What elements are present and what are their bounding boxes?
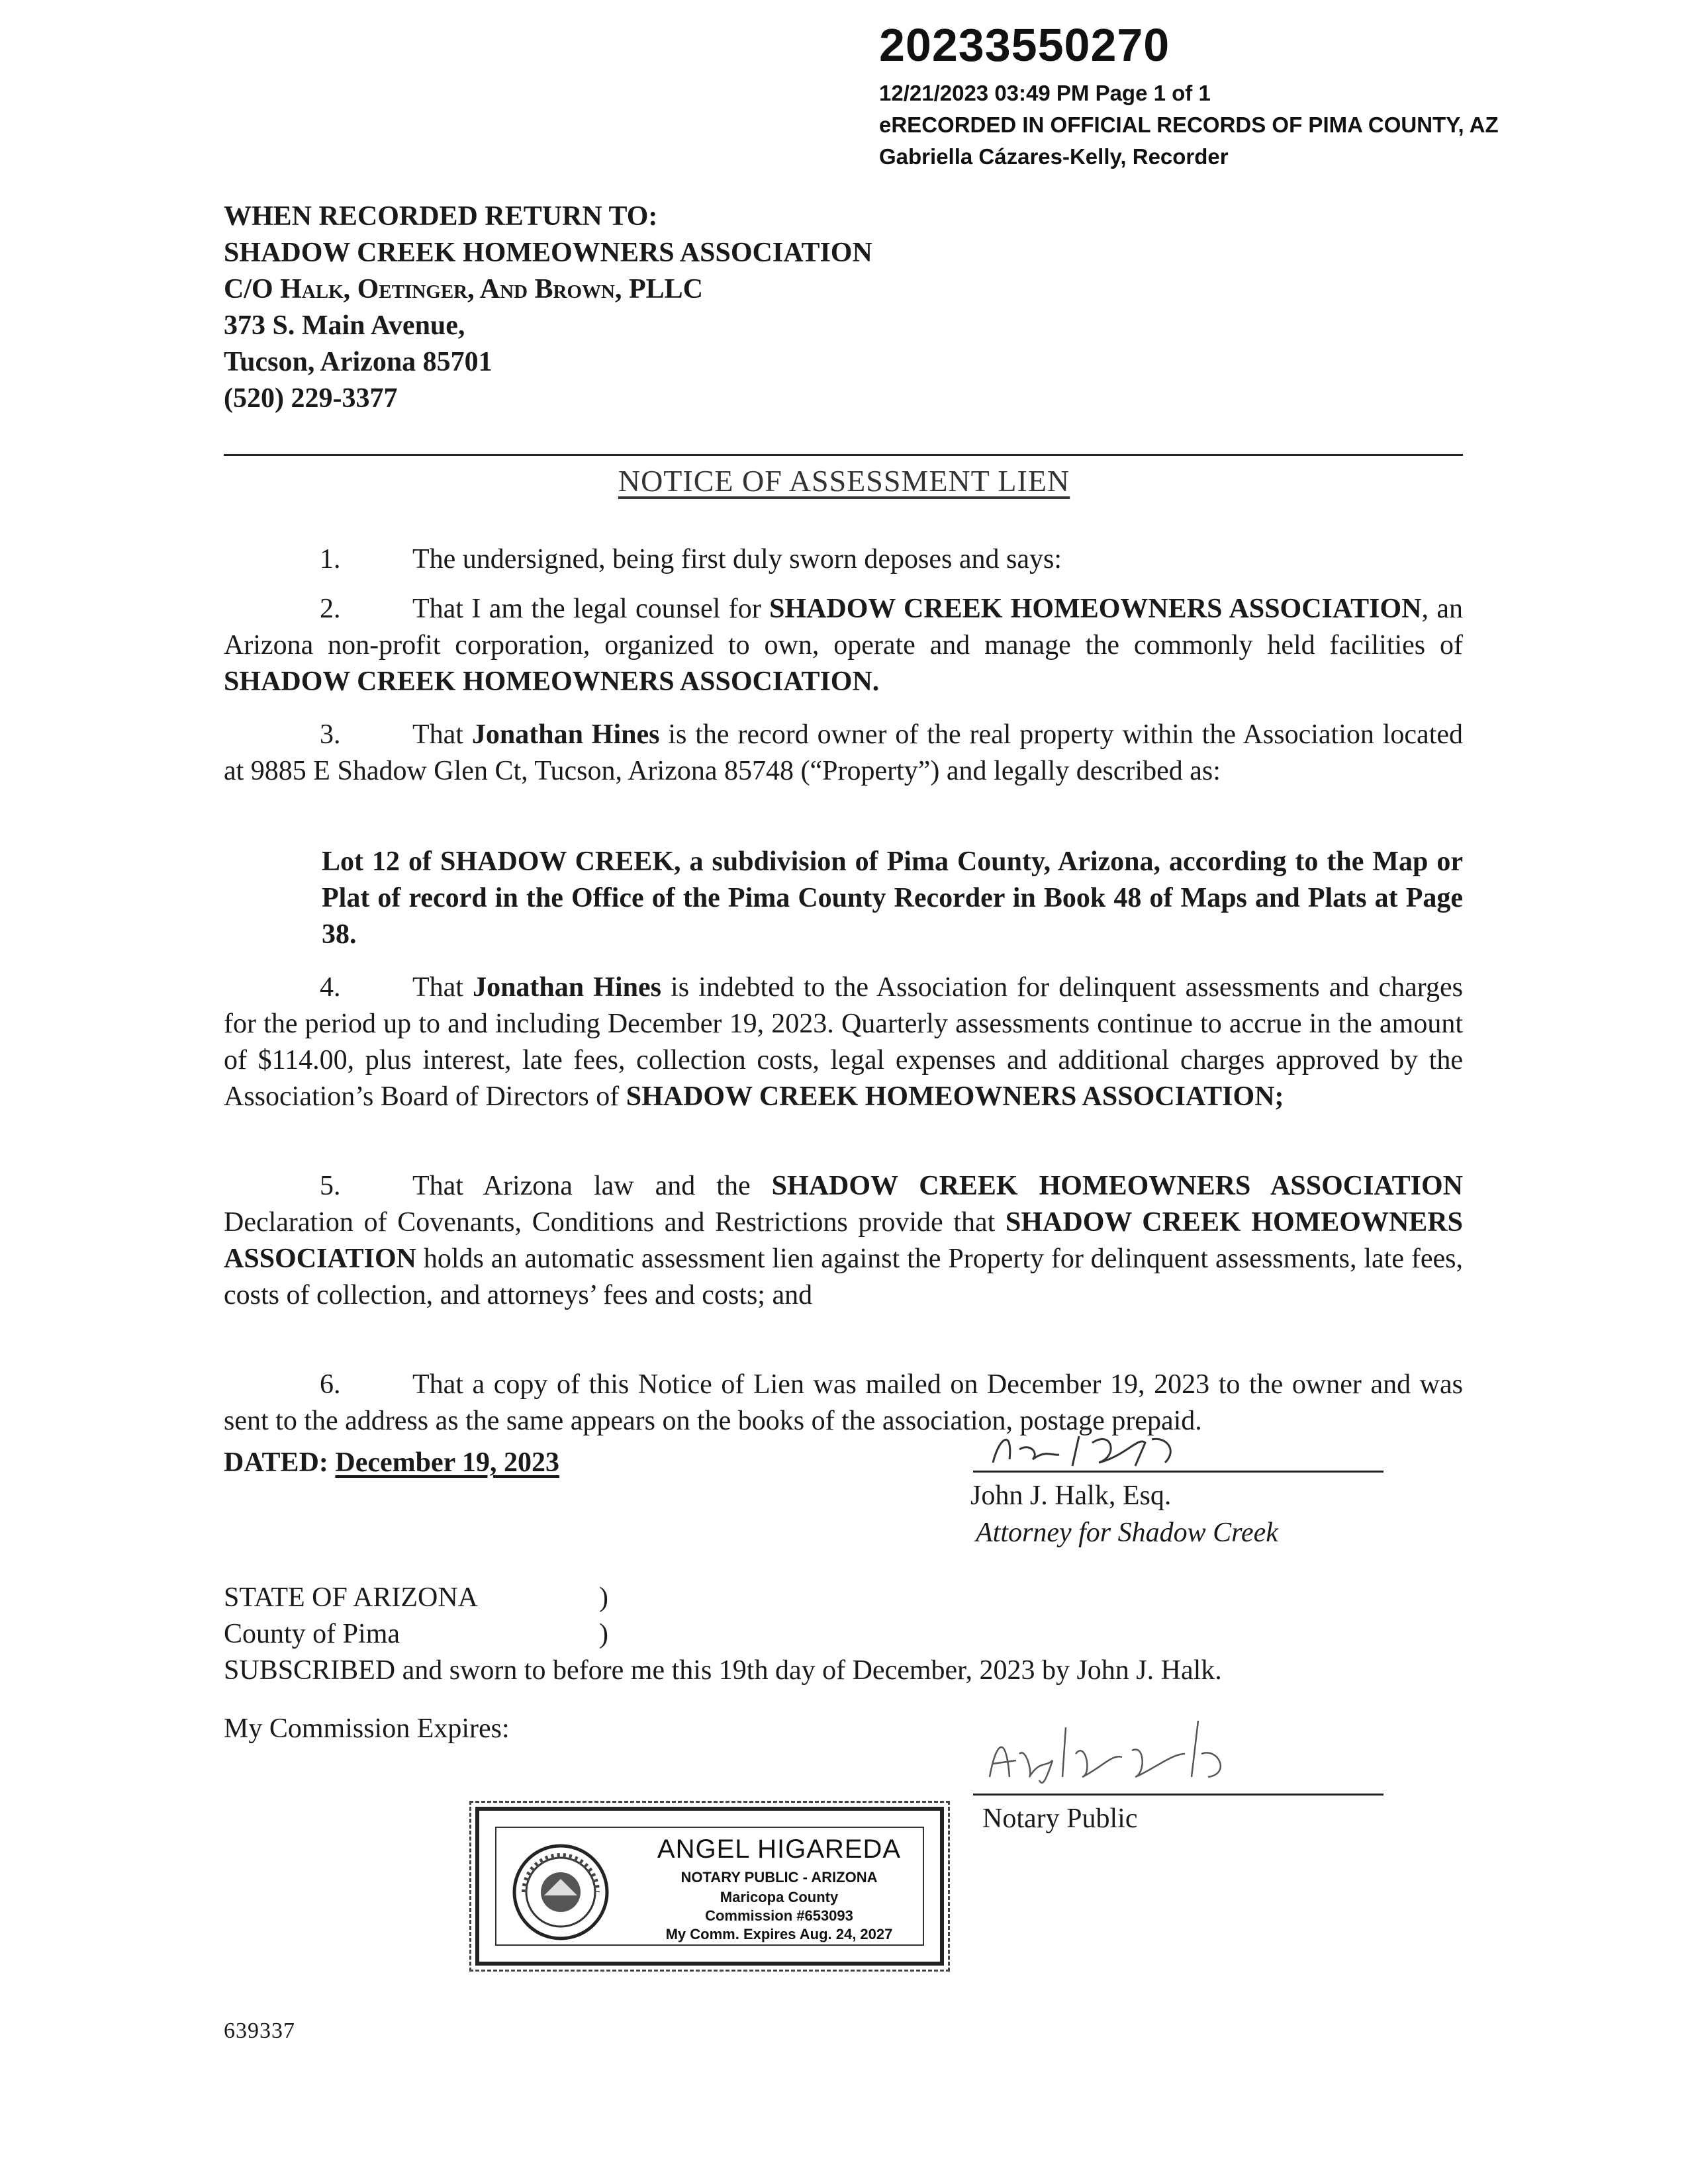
notary-bracket: ) [599, 1619, 608, 1649]
paragraph-4: 4. That Jonathan Hines is indebted to the Association for delinquent assessments and charges for the period up to and including December 19, 2023. Quarterly assessments continue to accrue in the amount of $114.00, plus interest, late fees, collection costs, legal expenses and additional charges approved by the Association’s Board of Directors of SHADOW CREEK HOMEOWNERS ASSOCIATION; [224, 972, 1464, 1112]
notary-public-label: Notary Public [982, 1803, 1138, 1834]
dated-line: DATED: December 19, 2023 [224, 1447, 560, 1478]
recording-office: eRECORDED IN OFFICIAL RECORDS OF PIMA COUNTY, AZ [879, 113, 1499, 137]
recorder-name: Gabriella Cázares-Kelly, Recorder [879, 144, 1229, 169]
notary-subscribed: SUBSCRIBED and sworn to before me this 19th day of December, 2023 by John J. Halk. [224, 1655, 1222, 1686]
notary-signature-line [973, 1794, 1383, 1796]
return-to-phone: (520) 229-3377 [224, 383, 398, 414]
attorney-name: John J. Halk, Esq. [970, 1480, 1172, 1511]
return-to-association: SHADOW CREEK HOMEOWNERS ASSOCIATION [224, 238, 872, 268]
header-rule [224, 454, 1463, 456]
commission-expires: My Commission Expires: [224, 1713, 510, 1744]
return-to-block [224, 199, 872, 417]
stamp-line-1: NOTARY PUBLIC - ARIZONA [680, 1869, 878, 1886]
return-to-street: 373 S. Main Avenue, [224, 310, 465, 341]
paragraph-2: 2. That I am the legal counsel for SHADOW CREEK HOMEOWNERS ASSOCIATION, an Arizona non-profit corporation, organized to own, operate and manage the commonly held facilities of SHADOW CREEK HOMEOWNERS ASSOCIATION. [224, 594, 1463, 697]
notary-signature [980, 1714, 1297, 1794]
legal-description: Lot 12 of SHADOW CREEK, a subdivision of Pima County, Arizona, according to the Map or Plat of record in the Office of the Pima County Recorder in Book 48 of Maps and Plats at Page 38. [322, 846, 1463, 950]
recording-datetime: 12/21/2023 03:49 PM Page 1 of 1 [879, 81, 1211, 105]
return-to-care-of: C/O Halk, Oetinger, And Brown, PLLC [224, 274, 703, 304]
notary-stamp [475, 1807, 944, 1966]
paragraph-1: 1. The undersigned, being first duly sworn deposes and says: [320, 544, 1062, 574]
attorney-signature [980, 1423, 1218, 1476]
return-to-city: Tucson, Arizona 85701 [224, 347, 492, 377]
paragraph-6: 6. That a copy of this Notice of Lien was mailed on December 19, 2023 to the owner and was sent to the address as the same appears on the books of the association, postage prepaid. [224, 1369, 1463, 1436]
notary-bracket: ) [599, 1582, 608, 1613]
stamp-line-3: Commission #653093 [705, 1907, 853, 1924]
paragraph-5: 5. That Arizona law and the SHADOW CREEK HOMEOWNERS ASSOCIATION Declaration of Covenants, Conditions and Restrictions provide that SHADOW CREEK HOMEOWNERS ASSOCIATION holds an automatic assessment lien against the Property for delinquent assessments, late fees, costs of collection, and attorneys’ fees and costs; and [224, 1171, 1463, 1310]
stamp-line-4: My Comm. Expires Aug. 24, 2027 [665, 1926, 893, 1942]
recording-number: 20233550270 [879, 19, 1170, 71]
notary-seal-icon [511, 1843, 610, 1942]
attorney-title: Attorney for Shadow Creek [976, 1518, 1278, 1548]
document-id: 639337 [224, 2019, 295, 2043]
attorney-signature-line [973, 1471, 1383, 1473]
stamp-notary-name: ANGEL HIGAREDA [657, 1835, 902, 1864]
notary-state: STATE OF ARIZONA [224, 1582, 478, 1613]
notary-county: County of Pima [224, 1619, 400, 1649]
paragraph-3: 3. That Jonathan Hines is the record owner of the real property within the Association located at 9885 E Shadow Glen Ct, Tucson, Arizona 85748 (“Property”) and legally described as: [224, 719, 1463, 786]
document-title: NOTICE OF ASSESSMENT LIEN [618, 464, 1070, 498]
stamp-line-2: Maricopa County [720, 1889, 839, 1905]
return-to-heading: WHEN RECORDED RETURN TO: [224, 201, 658, 232]
